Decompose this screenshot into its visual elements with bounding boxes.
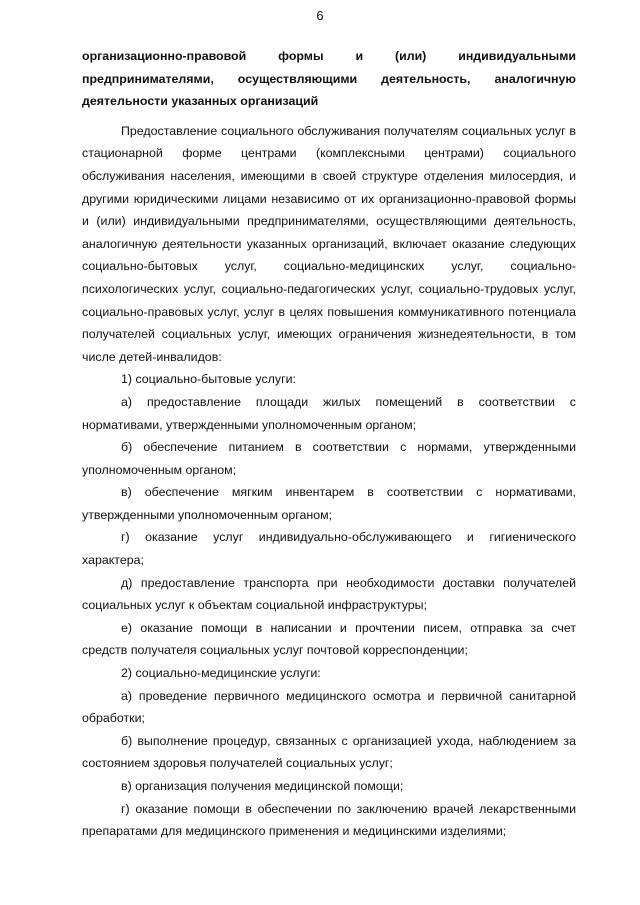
list-item: е) оказание помощи в написании и прочтении писем, отправка за счет средств получателя социальных услуг почтовой корреспонденции;	[82, 620, 576, 658]
list-item: г) оказание услуг индивидуально-обслуживающего и гигиенического характера;	[82, 530, 576, 568]
document-body	[82, 45, 576, 843]
list-item: а) проведение первичного медицинского осмотра и первичной санитарной обработки;	[82, 688, 576, 726]
list-item: г) оказание помощи в обеспечении по заключению врачей лекарственными препаратами для медицинского применения и медицинскими изделиями;	[82, 801, 576, 839]
list-item: д) предоставление транспорта при необходимости доставки получателей социальных услуг к объектам социальной инфраструктуры;	[82, 575, 576, 613]
intro-paragraph: Предоставление социального обслуживания получателям социальных услуг в стационарной форме центрами (комплексными центрами) социального обслуживания населения, имеющими в своей структуре отделения милосердия, и другими юридическими лицами независимо от их организационно-правовой формы и (или) индивидуальными предпринимателями, осуществляющими деятельность, аналогичную деятельности указанных организаций, включает оказание следующих социально-бытовых услуг, социально-медицинских услуг, социально-психологических услуг, социально-педагогических услуг, социально-трудовых услуг, социально-правовых услуг, услуг в целях повышения коммуникативного потенциала получателей социальных услуг, имеющих ограничения жизнедеятельности, в том числе детей-инвалидов:	[82, 123, 576, 364]
section-heading: организационно-правовой формы и (или) индивидуальными предпринимателями, осуществляющими деятельность, аналогичную деятельности указанных организаций	[82, 49, 576, 109]
list-heading-social-medical: 2) социально-медицинские услуги:	[121, 666, 321, 681]
list-item: в) организация получения медицинской помощи;	[121, 779, 404, 793]
list-item: б) выполнение процедур, связанных с организацией ухода, наблюдением за состоянием здоровья получателей социальных услуг;	[82, 733, 576, 771]
list-item: в) обеспечение мягким инвентарем в соответствии с нормативами, утвержденными уполномоченным органом;	[82, 485, 576, 522]
list-heading-social-household: 1) социально-бытовые услуги:	[121, 372, 296, 387]
list-item: а) предоставление площади жилых помещений в соответствии с нормативами, утвержденными уполномоченным органом;	[82, 394, 576, 432]
page-number: 6	[316, 8, 324, 23]
list-item: б) обеспечение питанием в соответствии с нормами, утвержденными уполномоченным органом;	[82, 440, 576, 477]
